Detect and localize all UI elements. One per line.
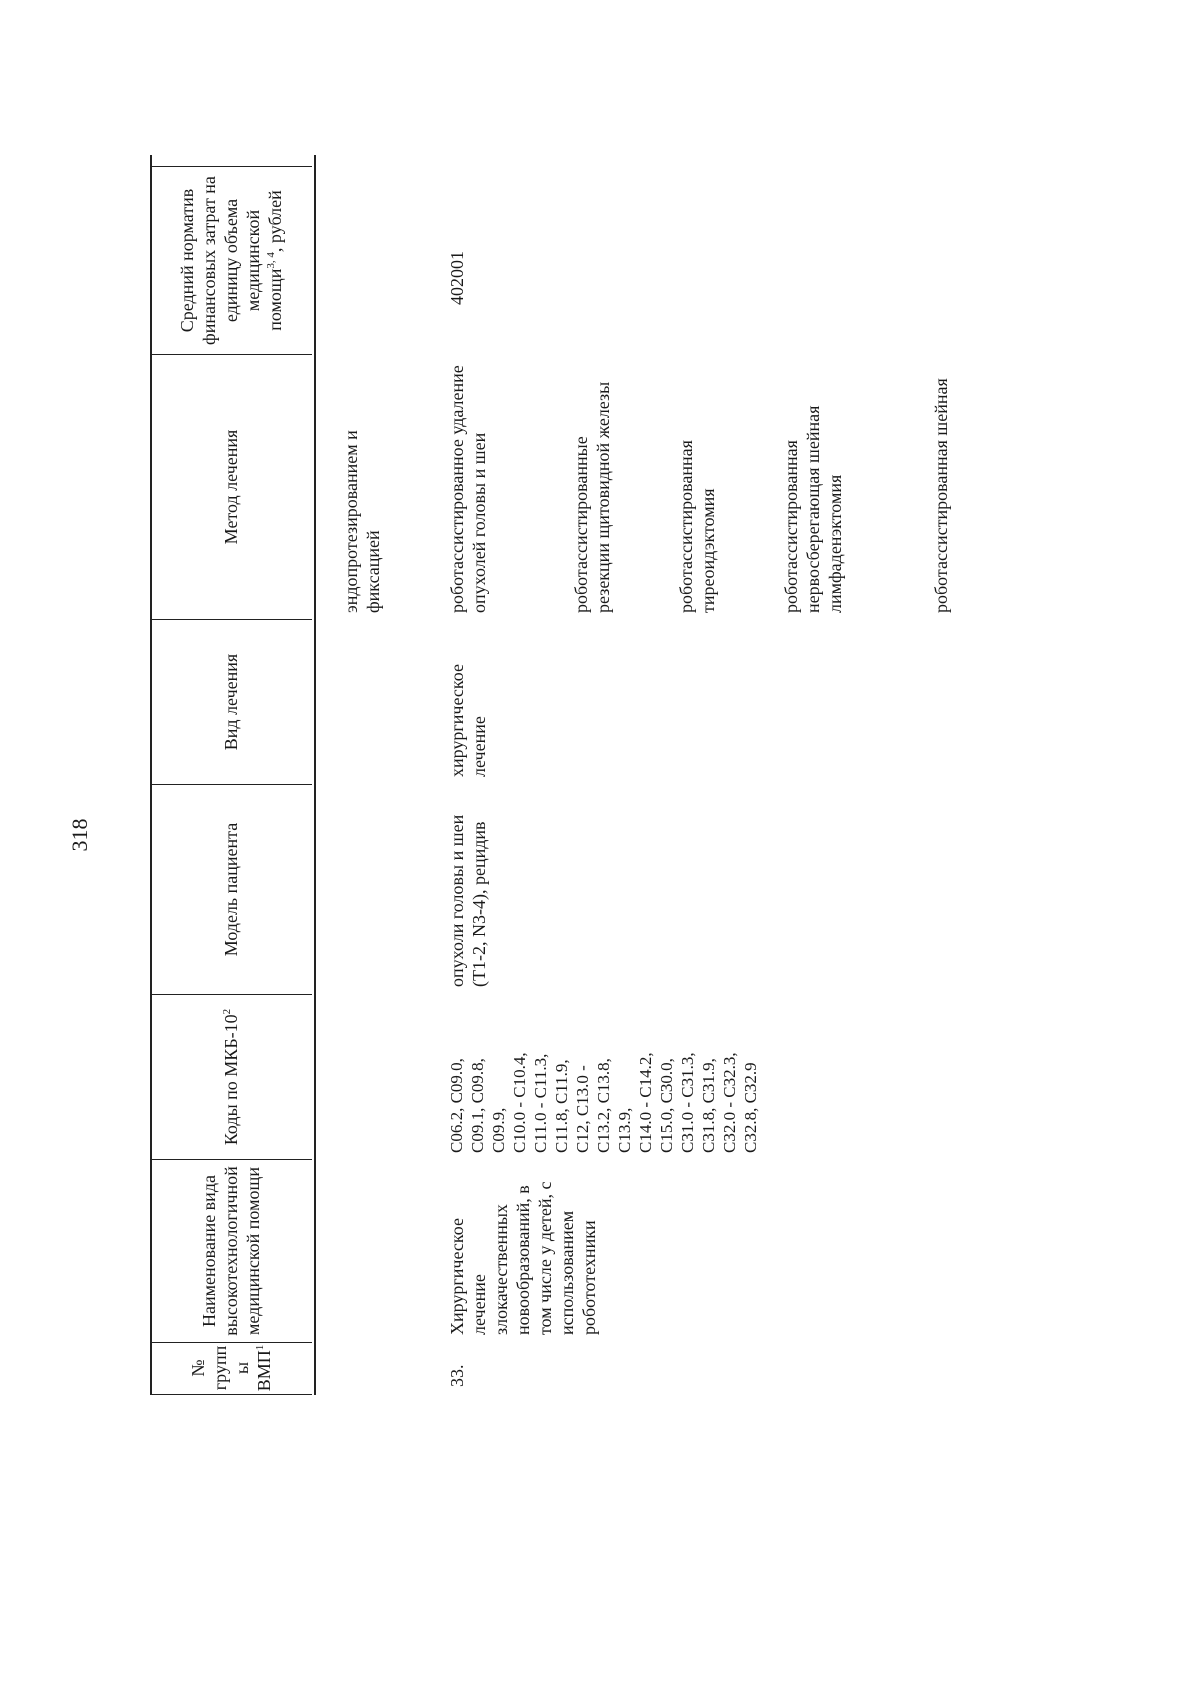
- header-codes: Коды по МКБ-$10^2$: [221, 1008, 241, 1146]
- row-group-no: 33.: [447, 1364, 467, 1387]
- row-codes: C06.2, C09.0, C09.1, C09.8, C09.9, C10.0 - C10.4, C11.0 - C11.3, C11.8, C11.9, C12, C13.0 - C13.2, C13.8, C13.9, C14.0 - C14.2, C15.0, C30.0, C31.0 - C31.3, C31.8, C31.9, C32.0 - C32.3, C32.8, C32.9: [447, 1052, 760, 1153]
- row-method: роботассистированная тиреоидэктомия: [676, 440, 718, 613]
- medical-care-table: [150, 155, 1070, 1395]
- header-treatment-type: Вид лечения: [221, 653, 241, 751]
- row-method: роботассистированные резекции щитовидной железы: [571, 381, 613, 613]
- header-separator: [150, 784, 312, 785]
- header-separator: [150, 354, 312, 355]
- header-separator: [150, 166, 312, 167]
- page-number: 318: [67, 818, 92, 852]
- header-cost: Средний норматив финансовых затрат на единицу объема медицинской помощи$^{3, 4}$, рублей: [177, 176, 285, 345]
- row-name: Хирургическое лечение злокачественных новообразований, в том числе у детей, с использованием робототехники: [447, 1181, 599, 1335]
- row-method: роботассистированная нервосберегающая шейная лимфаденэктомия: [781, 405, 845, 613]
- row-cost: 402001: [447, 251, 467, 305]
- header-name: Наименование вида высокотехнологичной медицинской помощи: [199, 1166, 263, 1336]
- header-separator: [150, 1159, 312, 1160]
- header-separator: [150, 1394, 312, 1395]
- header-separator: [150, 619, 312, 620]
- header-method: Метод лечения: [221, 429, 241, 545]
- row-method: роботассистированная шейная: [931, 378, 951, 613]
- row-method: роботассистированное удаление опухолей головы и шеи: [447, 365, 489, 613]
- row-model: опухоли головы и шеи (T1-2, N3-4), рецидив: [447, 814, 489, 987]
- header-group-no: № групп ы ВМП$^1$: [188, 1344, 274, 1392]
- row-treatment-type: хирургическое лечение: [447, 664, 489, 777]
- method-continued: эндопротезированием и фиксацией: [341, 430, 383, 613]
- header-separator: [150, 994, 312, 995]
- header-model: Модель пациента: [221, 822, 241, 957]
